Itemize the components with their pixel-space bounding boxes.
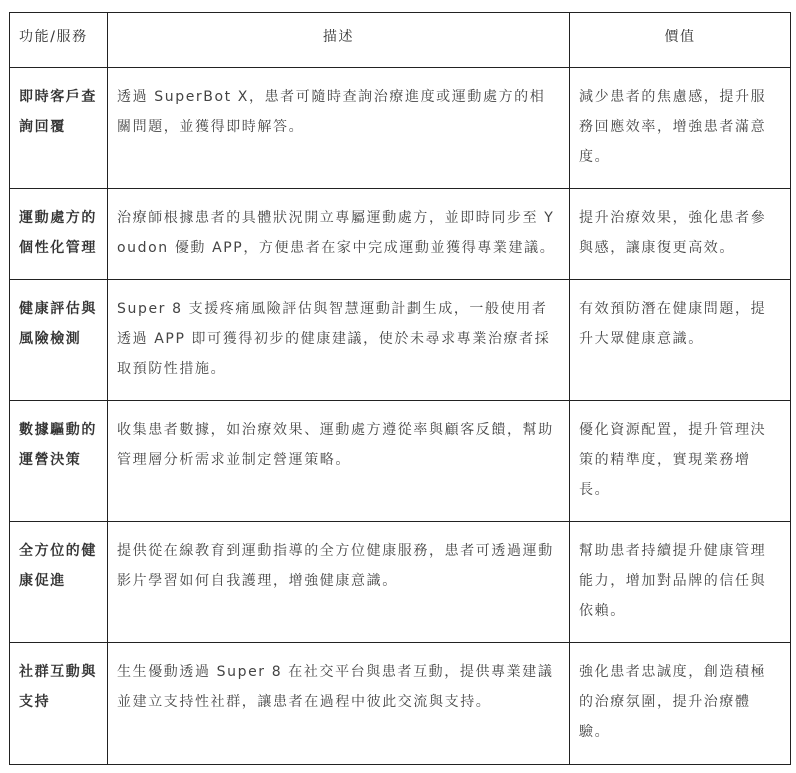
row-description-cell: Super 8 支援疼痛風險評估與智慧運動計劃生成，一般使用者透過 APP 即可獲得初步的健康建議，使於未尋求專業治療者採取預防性措施。 [108, 280, 570, 401]
table-row [10, 401, 791, 522]
header-description: 描述 [108, 13, 570, 68]
row-description-cell: 透過 SuperBot X，患者可隨時查詢治療進度或運動處方的相關問題，並獲得即時解答。 [108, 68, 570, 189]
row-value-cell: 優化資源配置，提升管理決策的精準度，實現業務增長。 [570, 401, 791, 522]
table-row [10, 522, 791, 643]
row-description-cell: 治療師根據患者的具體狀況開立專屬運動處方，並即時同步至 Youdon 優動 APP，方便患者在家中完成運動並獲得專業建議。 [108, 189, 570, 280]
table-row [10, 643, 791, 765]
row-value-cell: 減少患者的焦慮感，提升服務回應效率，增強患者滿意度。 [570, 68, 791, 189]
service-table [9, 12, 791, 765]
row-function-cell: 運動處方的個性化管理 [10, 189, 108, 280]
row-description-cell: 提供從在線教育到運動指導的全方位健康服務，患者可透過運動影片學習如何自我護理，增強健康意識。 [108, 522, 570, 643]
service-table-container [9, 12, 790, 765]
row-function-cell: 數據驅動的運營決策 [10, 401, 108, 522]
row-value-cell: 強化患者忠誠度，創造積極的治療氛圍，提升治療體驗。 [570, 643, 791, 765]
table-row [10, 189, 791, 280]
row-function-cell: 社群互動與支持 [10, 643, 108, 765]
row-function-cell: 即時客戶查詢回覆 [10, 68, 108, 189]
row-description-cell: 生生優動透過 Super 8 在社交平台與患者互動，提供專業建議並建立支持性社群，讓患者在過程中彼此交流與支持。 [108, 643, 570, 765]
row-function-cell: 全方位的健康促進 [10, 522, 108, 643]
row-value-cell: 幫助患者持續提升健康管理能力，增加對品牌的信任與依賴。 [570, 522, 791, 643]
header-function: 功能/服務 [10, 13, 108, 68]
row-description-cell: 收集患者數據，如治療效果、運動處方遵從率與顧客反饋，幫助管理層分析需求並制定營運策略。 [108, 401, 570, 522]
row-value-cell: 提升治療效果，強化患者參與感，讓康復更高效。 [570, 189, 791, 280]
header-value: 價值 [570, 13, 791, 68]
table-header-row [10, 13, 791, 68]
row-function-cell: 健康評估與風險檢測 [10, 280, 108, 401]
row-value-cell: 有效預防潛在健康問題，提升大眾健康意識。 [570, 280, 791, 401]
table-row [10, 280, 791, 401]
table-row [10, 68, 791, 189]
